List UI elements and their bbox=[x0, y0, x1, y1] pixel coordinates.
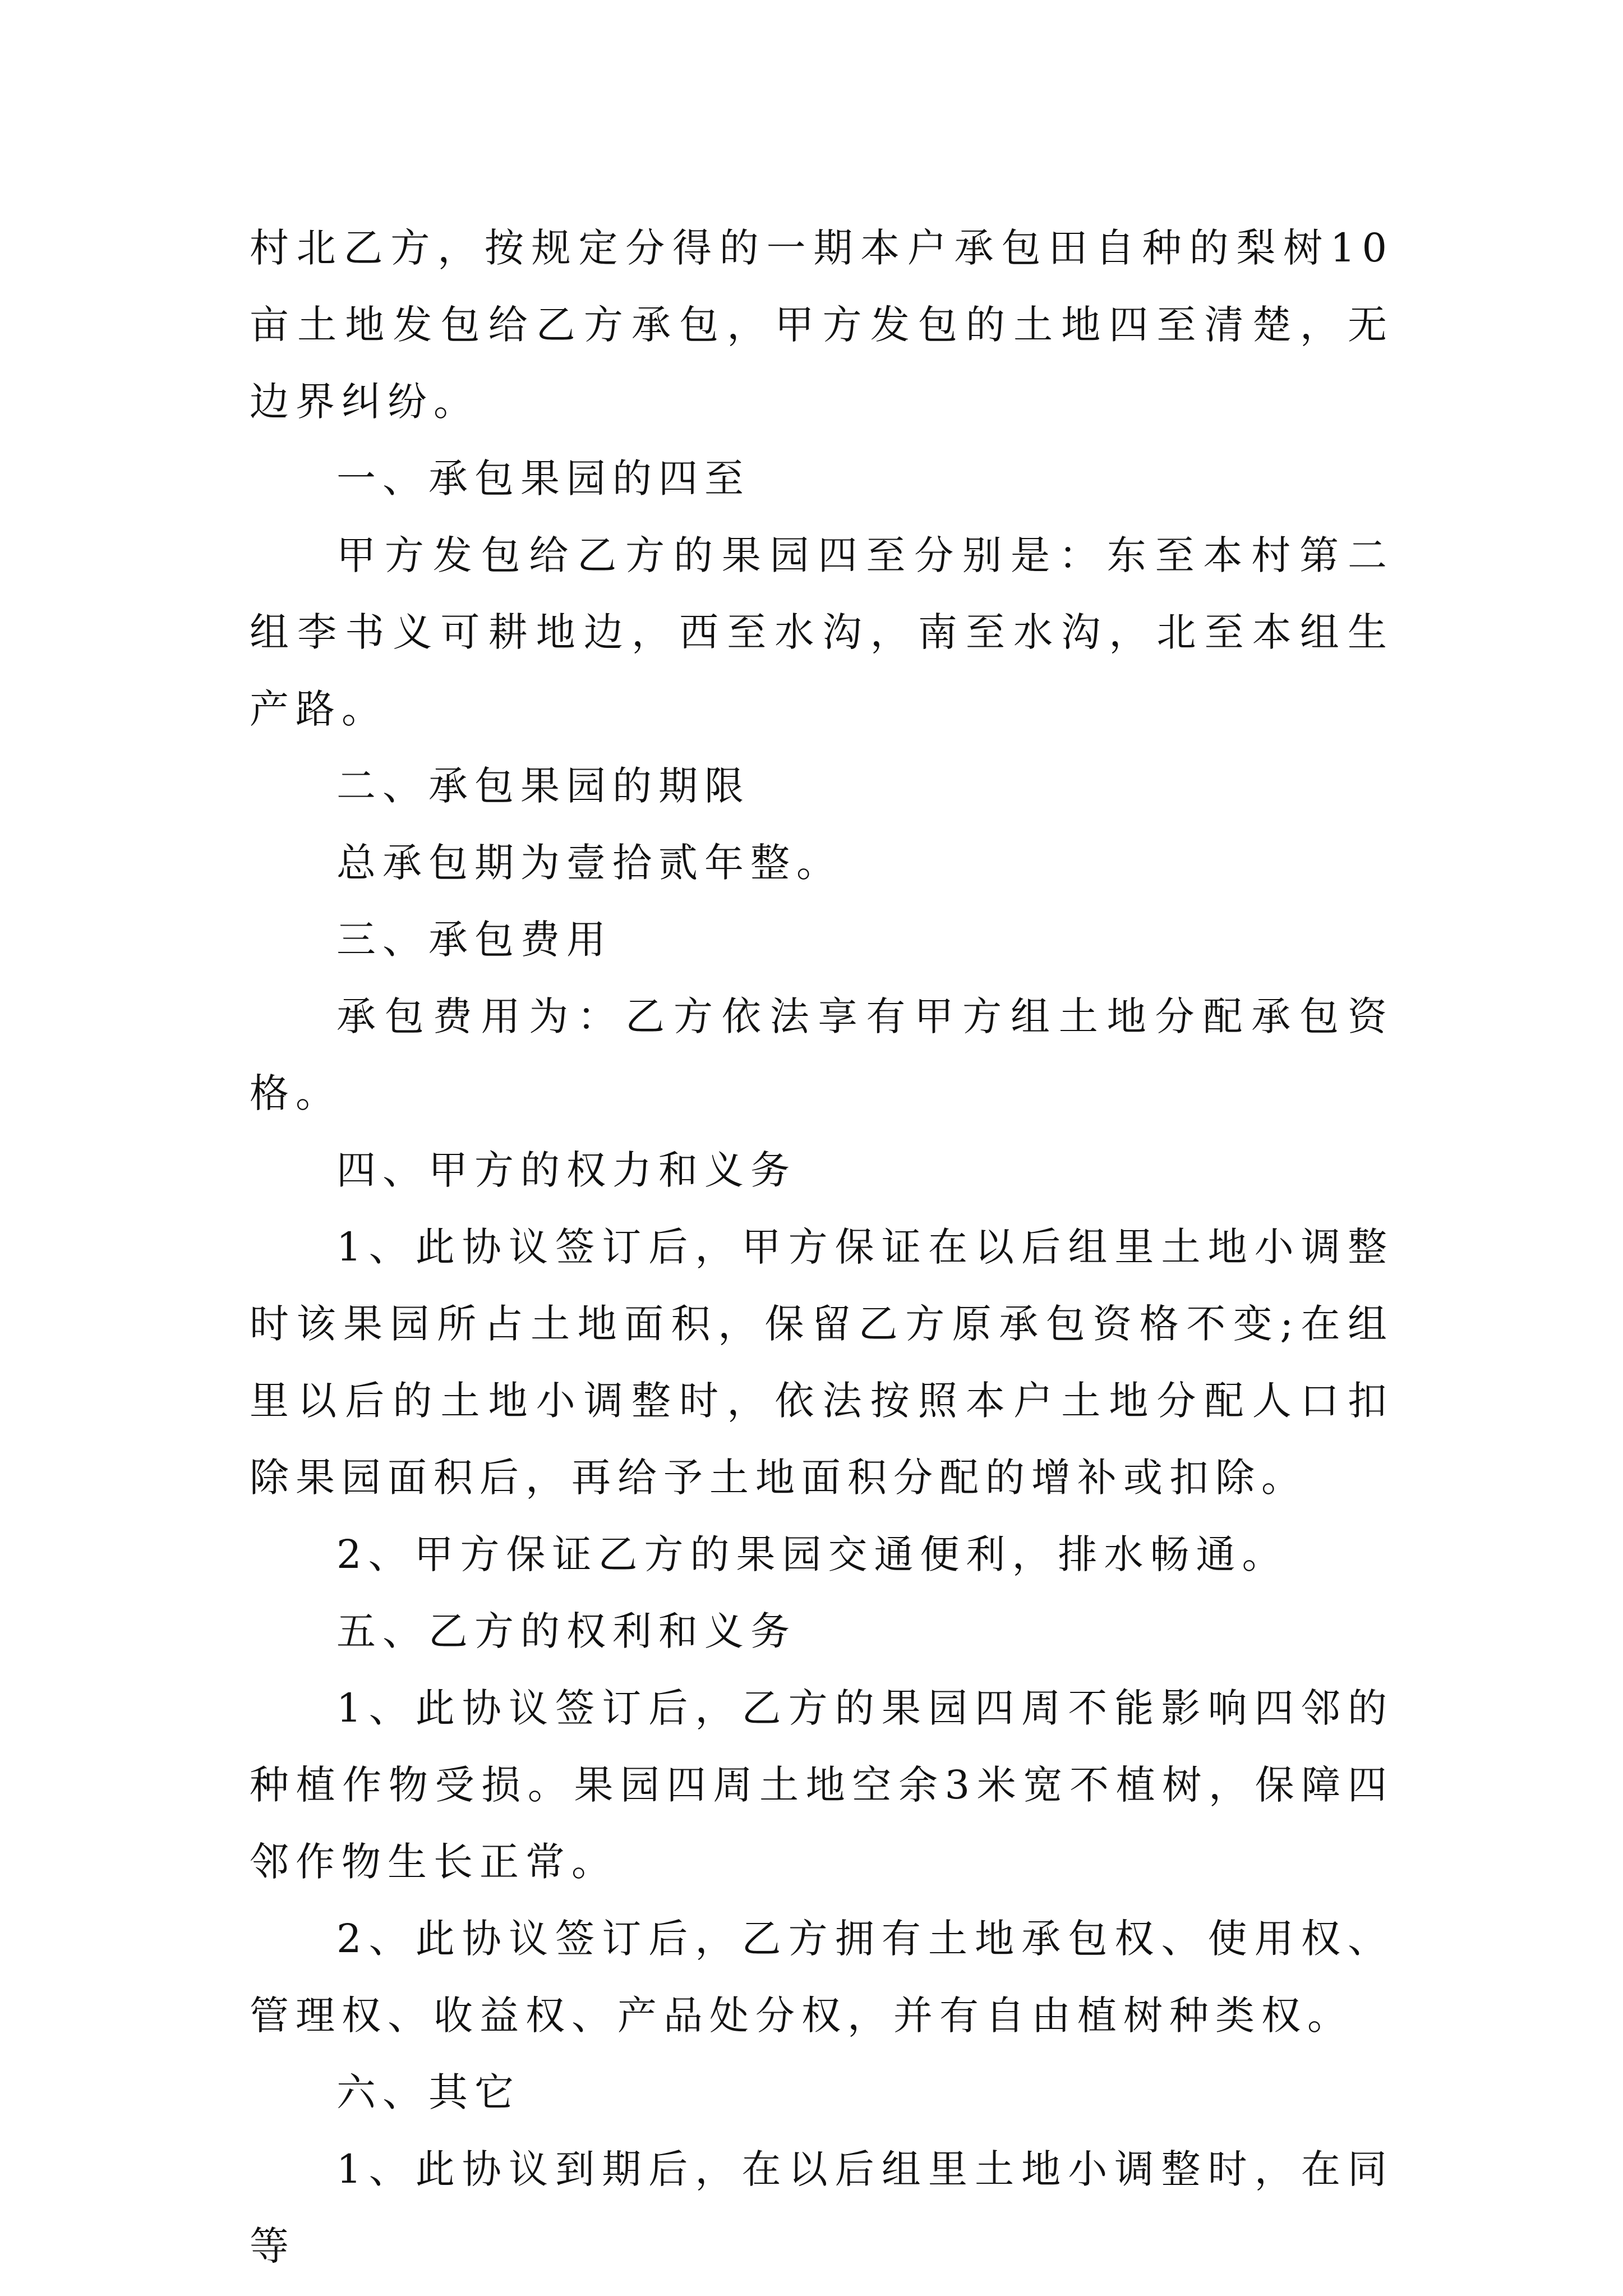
paragraph-boundaries: 甲方发包给乙方的果园四至分别是：东至本村第二组李书义可耕地边，西至水沟，南至水沟，北至本组生产路。 bbox=[250, 532, 1394, 732]
section-heading-term: 二、承包果园的期限 bbox=[336, 763, 750, 809]
section-heading-boundaries: 一、承包果园的四至 bbox=[336, 455, 750, 501]
section-heading-other: 六、其它 bbox=[336, 2069, 520, 2115]
paragraph-party-b-1: 1、此协议签订后，乙方的果园四周不能影响四邻的种植作物受损。果园四周土地空余3米宽不植树，保障四邻作物生长正常。 bbox=[250, 1685, 1394, 1885]
section-heading-party-b: 五、乙方的权利和义务 bbox=[336, 1608, 796, 1654]
section-heading-fees: 三、承包费用 bbox=[336, 917, 612, 963]
section-heading-party-a: 四、甲方的权力和义务 bbox=[336, 1147, 796, 1193]
paragraph-intro-continued: 村北乙方，按规定分得的一期本户承包田自种的梨树10亩土地发包给乙方承包，甲方发包的土地四至清楚，无边界纠纷。 bbox=[250, 225, 1394, 425]
contract-text bbox=[250, 210, 1394, 2285]
paragraph-party-a-1: 1、此协议签订后，甲方保证在以后组里土地小调整时该果园所占土地面积，保留乙方原承包资格不变;在组里以后的土地小调整时，依法按照本户土地分配人口扣除果园面积后，再给予土地面积分配的增补或扣除。 bbox=[250, 1224, 1394, 1501]
paragraph-fees: 承包费用为：乙方依法享有甲方组土地分配承包资格。 bbox=[250, 993, 1394, 1116]
paragraph-party-b-2: 2、此协议签订后，乙方拥有土地承包权、使用权、管理权、收益权、产品处分权，并有自由植树种类权。 bbox=[250, 1916, 1394, 2039]
paragraph-party-a-2: 2、甲方保证乙方的果园交通便利，排水畅通。 bbox=[336, 1531, 1288, 1577]
paragraph-term: 总承包期为壹拾贰年整。 bbox=[336, 840, 842, 886]
paragraph-other-1: 1、此协议到期后，在以后组里土地小调整时，在同等 bbox=[250, 2146, 1394, 2269]
